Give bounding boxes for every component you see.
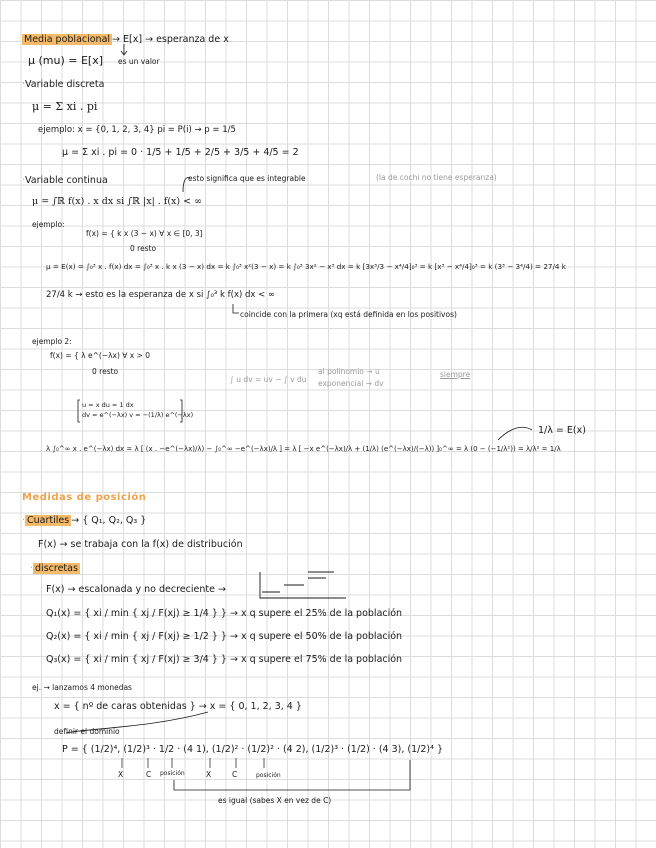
- formula-continua: μ = ∫ℝ f(x) . x dx si ∫ℝ |x| . f(x) < ∞: [32, 196, 203, 207]
- mu-note: es un valor: [118, 57, 160, 66]
- label-posicion-2: posición: [256, 772, 281, 779]
- q1-definition: Q₁(x) = { xi / min { xj / F(xj) ≥ 1/4 } } → x q supere el 25% de la población: [46, 608, 403, 619]
- equal-note: es igual (sabes X en vez de C): [218, 796, 332, 805]
- label-x-2: X: [206, 770, 212, 779]
- highlight-media-poblacional: Media poblacional: [24, 34, 111, 45]
- heading-discretas: · discretas: [30, 563, 78, 574]
- heading-cuartiles: · Cuartiles → { Q₁, Q₂, Q₃ }: [22, 515, 147, 526]
- ibp-rule-dv: exponencial → dv: [318, 379, 384, 388]
- integration-by-parts: ∫ u dv = uv − ∫ v du: [230, 375, 307, 384]
- expectation-conclusion: 27/4 k → esto es la esperanza de x si ∫₀³ k f(x) dx < ∞: [46, 290, 276, 300]
- coins-probabilities: P = { (1/2)⁴, (1/2)³ · 1/2 · (4 1), (1/2)² · (1/2)² · (4 2), (1/2)³ · (1/2) · (4 3), (1/2)⁴ }: [62, 744, 443, 755]
- highlight-cuartiles: Cuartiles: [27, 515, 70, 526]
- expectation-integral: μ = E(x) = ∫₀³ x . f(x) dx = ∫₀³ x . k x (3 − x) dx = k ∫₀³ x²(3 − x) = k ∫₀³ 3x² − x³ dx = k [3x³/3 − x⁴/4]₀³ = k [x³ − x⁴/4]₀³ = k (3³ − 3⁴/4) = 27/4 k: [46, 262, 566, 271]
- highlight-discretas: discretas: [35, 563, 78, 574]
- ibp-rule-u: al polinomio → u: [318, 367, 380, 376]
- piecewise-exp-rest: 0 resto: [92, 367, 119, 376]
- substitution-dv: dv = e^(−λx) v = −(1/λ) e^(−λx): [82, 411, 194, 419]
- label-c-1: C: [146, 770, 152, 779]
- mu-definition: μ (mu) = E[x]: [28, 54, 104, 67]
- step-function-note: F(x) → escalonada y no decreciente →: [46, 584, 226, 595]
- heading-variable-continua: ·Variable continua: [22, 175, 108, 186]
- piecewise-exp: f(x) = { λ e^(−λx) ∀ x > 0: [50, 351, 151, 360]
- heading-media-poblacional: Media poblacional → E[x] → esperanza de x: [24, 34, 229, 45]
- example-label: ejemplo:: [32, 220, 65, 229]
- hook-arrow-icon: [233, 304, 239, 313]
- step-plot-steps: [262, 572, 334, 592]
- example2-label: ejemplo 2:: [32, 337, 72, 346]
- piecewise-f: f(x) = { k x (3 − x) ∀ x ∈ [0, 3]: [86, 229, 203, 238]
- exp-expectation-integral: λ ∫₀^∞ x . e^(−λx) dx = λ [ (x . −e^(−λx)/λ) − ∫₀^∞ −e^(−λx)/λ ] = λ [ −x e^(−λx)/λ + (1/λ) (e^(−λx)/(−λ)) ]₀^∞ = λ (0 − (−1/λ²)) = λ/λ² = 1/λ: [46, 445, 561, 453]
- example-coins: ej. → lanzamos 4 monedas: [32, 683, 132, 692]
- substitution-u: u = x du = 1 dx: [82, 401, 134, 409]
- coins-domain: x = { nº de caras obtenidas } → x = { 0, 1, 2, 3, 4 }: [54, 701, 302, 712]
- formula-discreta: μ = Σ xi . pi: [32, 100, 98, 113]
- arrow-to-result-icon: [498, 427, 532, 440]
- exp-expectation-result: 1/λ = E(x): [538, 425, 586, 436]
- q3-definition: Q₃(x) = { xi / min { xj / F(xj) ≥ 3/4 } } → x q supere el 75% de la población: [46, 654, 403, 665]
- distribution-note: F(x) → se trabaja con la f(x) de distribución: [38, 539, 243, 550]
- heading-variable-discreta: ·Variable discreta: [22, 79, 105, 90]
- label-posicion-1: posición: [160, 770, 185, 777]
- define-domain-note: definir el dominio: [54, 727, 120, 736]
- label-c-2: C: [232, 770, 238, 779]
- coincide-note: coincide con la primera (xq está definida en los positivos): [240, 310, 457, 319]
- q2-definition: Q₂(x) = { xi / min { xj / F(xj) ≥ 1/2 } } → x q supere el 50% de la población: [46, 631, 403, 642]
- example-discreta: ejemplo: x = {0, 1, 2, 3, 4} pi = P(i) → p = 1/5: [38, 125, 236, 135]
- cauchy-note: (la de cochi no tiene esperanza): [376, 173, 497, 182]
- integrable-note: esto significa que es integrable: [188, 174, 306, 183]
- ibp-siempre: siempre: [440, 370, 471, 379]
- example-discreta-result: μ = Σ xi . pi = 0 · 1/5 + 1/5 + 2/5 + 3/5 + 4/5 = 2: [62, 147, 299, 158]
- heading-medidas-posicion: Medidas de posición: [22, 492, 147, 503]
- step-plot-axes: [260, 572, 346, 598]
- label-x-1: X: [118, 770, 124, 779]
- piecewise-f-rest: 0 resto: [130, 244, 157, 253]
